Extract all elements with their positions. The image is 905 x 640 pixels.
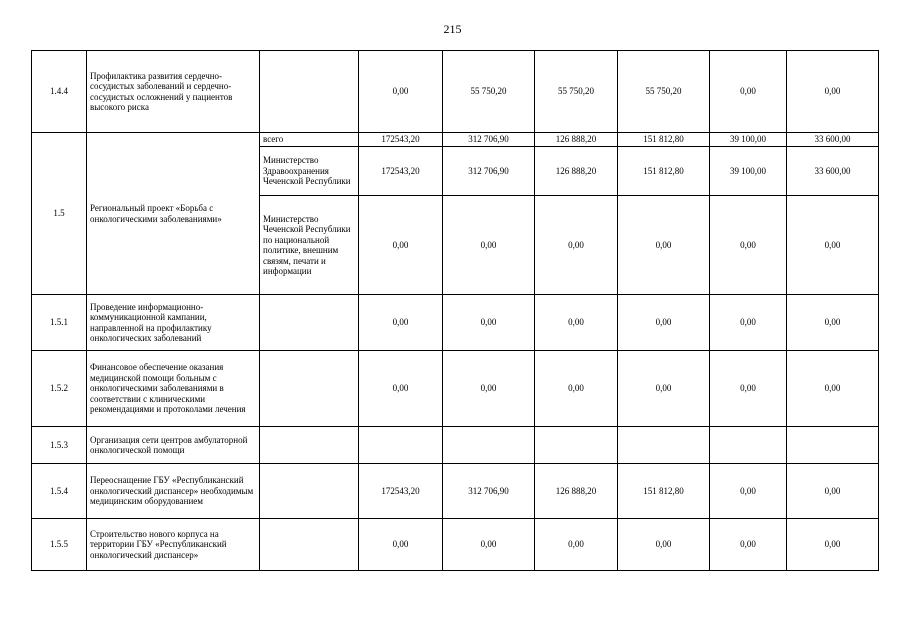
table-row: [32, 295, 879, 351]
row-value: 0,00: [359, 196, 443, 295]
budget-table: [31, 50, 879, 571]
page-number: 215: [443, 22, 462, 36]
row-value: 0,00: [710, 295, 787, 351]
row-value: 312 706,90: [443, 133, 535, 147]
row-value: 126 888,20: [535, 133, 618, 147]
row-value: [443, 427, 535, 464]
row-value: 0,00: [787, 519, 879, 571]
row-code: 1.5.4: [32, 464, 87, 519]
row-value: [535, 427, 618, 464]
row-code: 1.4.4: [32, 51, 87, 133]
row-value: 172543,20: [359, 147, 443, 196]
table-row: [32, 427, 879, 464]
row-value: 55 750,20: [535, 51, 618, 133]
row-name: Региональный проект «Борьба с онкологическими заболеваниями»: [87, 133, 260, 295]
row-value: 0,00: [443, 196, 535, 295]
row-code: 1.5.3: [32, 427, 87, 464]
row-value: 0,00: [443, 295, 535, 351]
row-value: 0,00: [535, 351, 618, 427]
row-value: 0,00: [710, 196, 787, 295]
row-value: 0,00: [710, 51, 787, 133]
row-executor: [260, 427, 359, 464]
row-value: 151 812,80: [618, 133, 710, 147]
table-row: [32, 519, 879, 571]
row-value: 0,00: [787, 295, 879, 351]
row-value: [618, 427, 710, 464]
row-value: [710, 427, 787, 464]
row-code: 1.5.2: [32, 351, 87, 427]
row-value: 0,00: [535, 295, 618, 351]
row-value: 151 812,80: [618, 464, 710, 519]
row-value: 0,00: [787, 51, 879, 133]
row-value: 0,00: [535, 196, 618, 295]
row-value: 0,00: [618, 196, 710, 295]
row-value: 0,00: [359, 519, 443, 571]
row-value: 0,00: [535, 519, 618, 571]
row-code: 1.5.5: [32, 519, 87, 571]
row-value: 0,00: [359, 351, 443, 427]
row-value: 0,00: [710, 519, 787, 571]
row-value: 39 100,00: [710, 133, 787, 147]
row-executor: [260, 351, 359, 427]
row-value: 0,00: [618, 351, 710, 427]
row-code: 1.5.1: [32, 295, 87, 351]
row-executor: Министерство Здравоохранения Чеченской Республики: [260, 147, 359, 196]
table-row: [32, 464, 879, 519]
row-value: 0,00: [787, 351, 879, 427]
row-name: Организация сети центров амбулаторной онкологической помощи: [87, 427, 260, 464]
row-value: 0,00: [710, 351, 787, 427]
row-value: 0,00: [359, 51, 443, 133]
row-code: 1.5: [32, 133, 87, 295]
row-value: [359, 427, 443, 464]
row-name: Переоснащение ГБУ «Республиканский онкологический диспансер» необходимым медицинским оборудованием: [87, 464, 260, 519]
table-row: [32, 51, 879, 133]
row-value: 55 750,20: [443, 51, 535, 133]
row-value: 0,00: [443, 519, 535, 571]
row-value: 0,00: [618, 519, 710, 571]
row-executor: [260, 464, 359, 519]
row-name: Профилактика развития сердечно-сосудистых заболеваний и сердечно-сосудистых осложнений у пациентов высокого риска: [87, 51, 260, 133]
table-row: [32, 133, 879, 147]
row-value: 172543,20: [359, 133, 443, 147]
row-value: 151 812,80: [618, 147, 710, 196]
row-value: 33 600,00: [787, 147, 879, 196]
row-value: [787, 427, 879, 464]
row-value: 0,00: [443, 351, 535, 427]
row-executor: [260, 295, 359, 351]
row-value: 33 600,00: [787, 133, 879, 147]
row-executor: всего: [260, 133, 359, 147]
row-value: 0,00: [710, 464, 787, 519]
row-value: 55 750,20: [618, 51, 710, 133]
table-row: [32, 351, 879, 427]
row-value: 126 888,20: [535, 147, 618, 196]
row-value: 0,00: [787, 464, 879, 519]
row-executor: Министерство Чеченской Республики по национальной политике, внешним связям, печати и информации: [260, 196, 359, 295]
row-value: 172543,20: [359, 464, 443, 519]
row-executor: [260, 51, 359, 133]
row-value: 312 706,90: [443, 464, 535, 519]
row-name: Проведение информационно-коммуникационной кампании, направленной на профилактику онкологических заболеваний: [87, 295, 260, 351]
row-value: 0,00: [618, 295, 710, 351]
row-value: 312 706,90: [443, 147, 535, 196]
row-executor: [260, 519, 359, 571]
row-name: Финансовое обеспечение оказания медицинской помощи больным с онкологическими заболеваниями в соответствии с клиническими рекомендациями и протоколами лечения: [87, 351, 260, 427]
row-value: 0,00: [359, 295, 443, 351]
row-value: 126 888,20: [535, 464, 618, 519]
row-name: Строительство нового корпуса на территории ГБУ «Республиканский онкологический диспансер»: [87, 519, 260, 571]
row-value: 0,00: [787, 196, 879, 295]
row-value: 39 100,00: [710, 147, 787, 196]
